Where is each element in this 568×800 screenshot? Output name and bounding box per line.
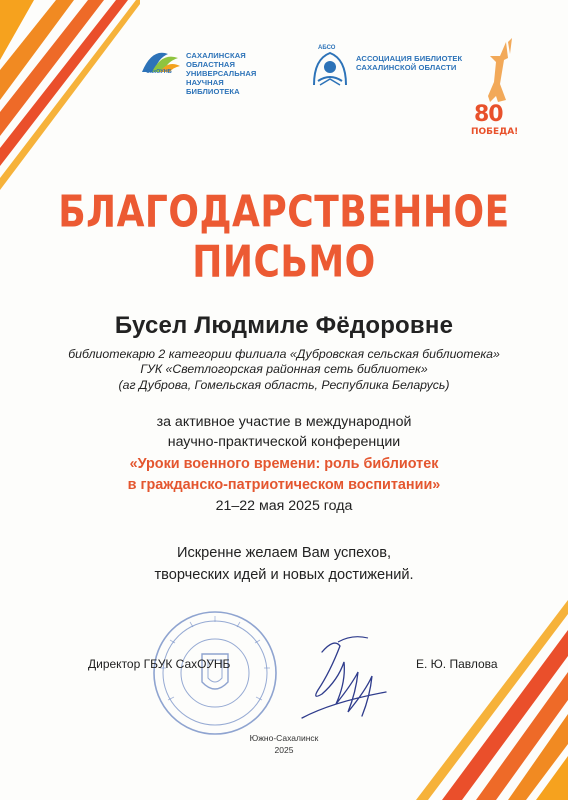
official-stamp	[150, 608, 280, 738]
footer-year: 2025	[274, 745, 294, 755]
corner-stripes-top-left	[0, 0, 140, 210]
director-title: Директор ГБУК СахОУНБ	[88, 657, 231, 671]
library-logo-caption: СахОУНБ	[146, 69, 172, 75]
association-name: АССОЦИАЦИЯ БИБЛИОТЕК САХАЛИНСКОЙ ОБЛАСТИ	[356, 54, 463, 72]
document-title-line-2: ПИСЬМО	[192, 237, 376, 288]
corner-stripes-bottom-right	[358, 600, 568, 800]
recipient-location: (аг Дуброва, Гомельская область, Республика Беларусь)	[118, 378, 450, 392]
association-logo-caption: АБСО	[318, 45, 336, 51]
event-dates: 21–22 мая 2025 года	[215, 498, 353, 514]
reason-line-2: научно-практической конференции	[167, 434, 401, 450]
document-title-line-1: БЛАГОДАРСТВЕННОЕ	[58, 187, 510, 238]
wishes-line-1: Искренне желаем Вам успехов,	[176, 545, 392, 561]
anniversary-word: ПОБЕДА!	[471, 127, 519, 137]
recipient-organization: ГУК «Светлогорская районная сеть библиотек»	[140, 362, 428, 376]
signer-name: Е. Ю. Павлова	[416, 657, 498, 671]
wishes-line-2: творческих идей и новых достижений.	[154, 567, 414, 583]
anniversary-number: 80	[474, 102, 503, 127]
event-title-line-2: в гражданско-патриотическом воспитании»	[127, 477, 441, 493]
recipient-name: Бусел Людмиле Фёдоровне	[114, 312, 454, 339]
library-name: САХАЛИНСКАЯ ОБЛАСТНАЯ УНИВЕРСАЛЬНАЯ НАУЧНАЯ БИБЛИОТЕКА	[186, 51, 257, 96]
recipient-position: библиотекарю 2 категории филиала «Дубровская сельская библиотека»	[68, 347, 500, 361]
footer-city: Южно-Сахалинск	[249, 733, 319, 743]
event-title-line-1: «Уроки военного времени: роль библиотек	[129, 456, 439, 472]
association-logo	[308, 45, 352, 89]
reason-line-1: за активное участие в международной	[156, 414, 412, 430]
